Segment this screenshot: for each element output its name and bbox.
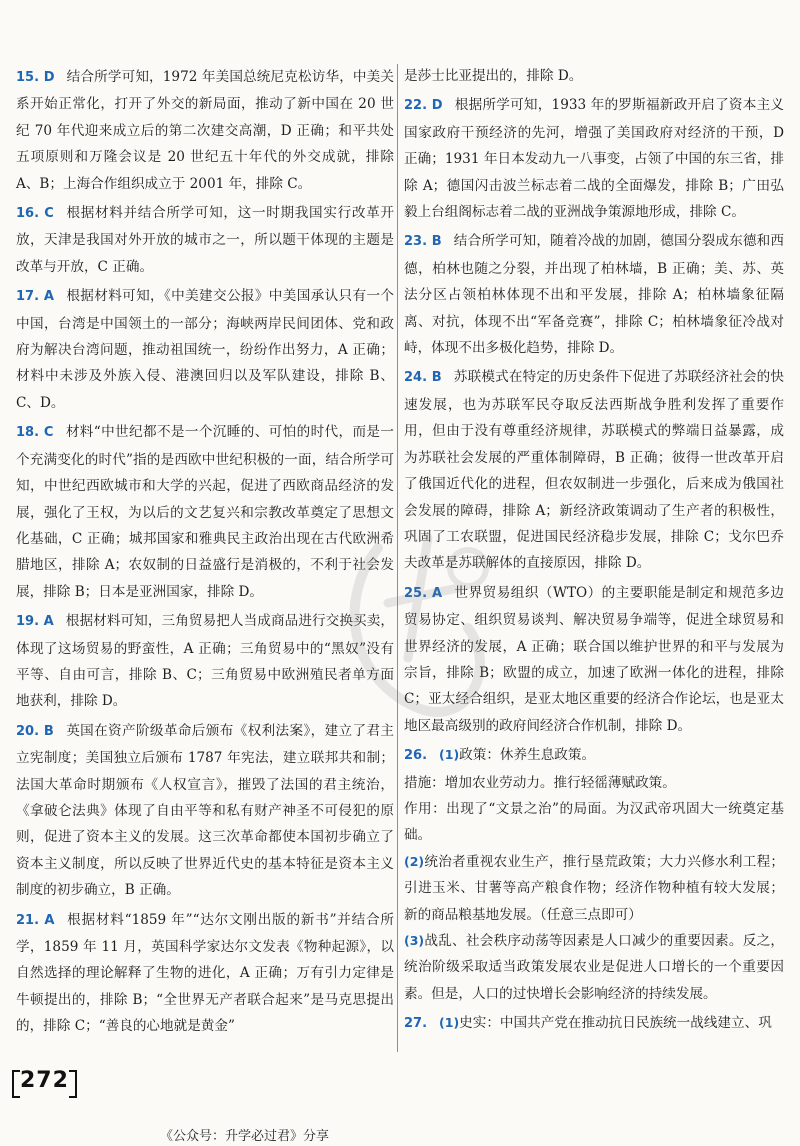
question-number: 21. A [16, 912, 55, 928]
answer-item-27 [404, 1010, 784, 1037]
question-number: 23. B [404, 234, 442, 250]
answer-text: 英国在资产阶级革命后颁布《权利法案》，建立了君主立宪制度；美国独立后颁布 1787 年宪法，建立联邦共和制；法国大革命时期颁布《人权宣言》，摧毁了法国的君主统治，《拿破仑法典》体现了自由平等和私有财产神圣不可侵犯的原则，促进了资本主义的发展。这三次革命都使本国初步确立了资本主义制度，所以反映了世界近代史的基本特征是资本主义制度的初步确立，B 正确。 [16, 722, 394, 899]
question-number: 15. D [16, 70, 55, 85]
question-number: 19. A [16, 614, 54, 630]
question-number: 20. B [16, 723, 54, 739]
q26-text: 战乱、社会秩序动荡等因素是人口减少的重要因素。反之，统治阶级采取适当政策发展农业是促进人口增长的一个重要因素。但是，人口的过快增长会影响经济的持续发展。 [404, 933, 784, 1002]
question-number: 27. [404, 1016, 428, 1032]
answer-text: 苏联模式在特定的历史条件下促进了苏联经济社会的快速发展，也为苏联军民夺取反法西斯战争胜利发挥了重要作用，但由于没有尊重经济规律，苏联模式的弊端日益暴露，成为苏联社会发展的严重体制障碍，B 正确；彼得一世改革开启了俄国近代化的进程，但农奴制进一步强化，后来成为俄国社会发展的障碍，排除 A；新经济政策调动了生产者的积极性，巩固了工农联盟，促进国民经济稳步发展，排除 C；戈尔巴乔夫改革是苏联解体的直接原因，排除 D。 [404, 369, 784, 572]
answer-text: 根据材料“1859 年”“达尔文刚出版的新书”并结合所学，1859 年 11 月，英国科学家达尔文发表《物种起源》，以自然选择的理论解释了生物的进化，A 正确；万有引力定律是牛顿提出的，排除 B；“全世界无产者联合起来”是马克思提出的，排除 C；“善良的心地就是黄金” [16, 911, 394, 1035]
answer-item [404, 228, 784, 361]
answer-text: 根据材料可知，《中美建交公报》中美国承认只有一个中国，台湾是中国领土的一部分；海峡两岸民间团体、党和政府为解决台湾问题，推动祖国统一，纷纷作出努力，A 正确；材料中未涉及外族入侵、港澳回归以及军队建设，排除 B、C、D。 [16, 288, 394, 411]
sub-label: (1) [439, 1015, 460, 1031]
answer-item-26 [404, 742, 784, 1007]
q26-line: 政策：休养生息政策。 [459, 747, 596, 764]
answer-text: 结合所学可知，1972 年美国总统尼克松访华，中美关系开始正常化，打开了外交的新局面，推动了新中国在 20 世纪 70 年代迎来成立后的第二次建交高潮，D 正确；和平共处五项原则和万隆会议是 20 世纪五十年代的外交成就，排除 A、B；上海合作组织成立于 2001 年，排除 C。 [16, 69, 394, 192]
sub-label: (3) [404, 933, 425, 948]
answer-item [16, 608, 394, 715]
answer-item [404, 364, 784, 576]
sub-label: (1) [439, 747, 460, 763]
question-number: 24. B [404, 370, 442, 386]
answer-continuation: 是莎士比亚提出的，排除 D。 [404, 68, 583, 84]
answer-item [16, 718, 394, 904]
q27-text: 史实：中国共产党在推动抗日民族统一战线建立、巩 [459, 1015, 772, 1032]
question-number: 18. C [16, 425, 54, 441]
footer-credit: 《公众号：升学必过君》分享 [160, 1129, 330, 1144]
answer-text: 根据材料可知，三角贸易把人当成商品进行交换买卖，体现了这场贸易的野蛮性，A 正确；三角贸易中的“黑奴”没有平等、自由可言，排除 B、C；三角贸易中欧洲殖民者单方面地获利，排除 D。 [16, 613, 394, 710]
answer-text: 世界贸易组织（WTO）的主要职能是制定和规范多边贸易协定、组织贸易谈判、解决贸易争端等，促进全球贸易和世界经济的发展，A 正确；联合国以维护世界的和平与发展为宗旨，排除 B；欧盟的成立，加速了欧洲一体化的进程，排除 C；亚太经合组织，是亚太地区重要的经济合作论坛，也是亚太地区最高级别的政府间经济合作机制，排除 D。 [404, 584, 784, 734]
answer-text: 材料“中世纪都不是一个沉睡的、可怕的时代，而是一个充满变化的时代”指的是西欧中世纪积极的一面，结合所学可知，中世纪西欧城市和大学的兴起，促进了西欧商品经济的发展，强化了王权，为以后的文艺复兴和宗教改革奠定了思想文化基础，C 正确；城邦国家和雅典民主政治出现在古代欧洲希腊地区，排除 A；农奴制的日益盛行是消极的，不利于社会发展，排除 B；日本是亚洲国家，排除 D。 [16, 424, 394, 600]
q26-part2 [404, 849, 784, 928]
answer-item [404, 580, 784, 739]
answer-item [16, 200, 394, 280]
question-number: 16. C [16, 206, 54, 222]
q26-text: 统治者重视农业生产，推行垦荒政策；大力兴修水利工程；引进玉米、甘薯等高产粮食作物；经济作物种植有较大发展；新的商品粮基地发展。（任意三点即可） [404, 853, 784, 923]
left-column [16, 64, 394, 1043]
answer-item [16, 283, 394, 416]
question-number: 17. A [16, 289, 54, 305]
answer-item [16, 64, 394, 197]
question-number: 25. A [404, 585, 443, 601]
answer-item [16, 907, 394, 1040]
right-column [404, 63, 784, 1041]
question-number: 22. D [404, 98, 443, 114]
answer-text: 根据所学可知，1933 年的罗斯福新政开启了资本主义国家政府干预经济的先河，增强了美国政府对经济的干预，D 正确；1931 年日本发动九一八事变，占领了中国的东三省，排除 A；德国闪击波兰标志着二战的全面爆发，排除 B；广田弘毅上台组阁标志着二战的亚洲战争策源地形成，排除 C。 [404, 97, 784, 221]
q26-part1 [404, 742, 784, 769]
answer-item [16, 419, 394, 605]
answer-text: 结合所学可知，随着冷战的加剧，德国分裂成东德和西德，柏林也随之分裂，并出现了柏林墙，B 正确；美、苏、英法分区占领柏林体现不出和平发展，排除 A；柏林墙象征隔离、对抗，体现不出“军备竞赛”，排除 C；柏林墙象征冷战对峙，体现不出多极化趋势，排除 D。 [404, 233, 784, 357]
page-number: 272 [20, 1068, 69, 1093]
column-divider [397, 64, 398, 1052]
q26-line: 作用：出现了“文景之治”的局面。为汉武帝巩固大一统奠定基础。 [404, 800, 784, 844]
answer-item [404, 92, 784, 225]
sub-label: (2) [404, 853, 425, 869]
question-number: 26. [404, 748, 428, 764]
q26-part3 [404, 928, 784, 1007]
q26-line: 措施：增加农业劳动力。推行轻徭薄赋政策。 [404, 774, 676, 791]
answer-text: 根据材料并结合所学可知，这一时期我国实行改革开放，天津是我国对外开放的城市之一，所以题干体现的主题是改革与开放，C 正确。 [16, 205, 394, 275]
